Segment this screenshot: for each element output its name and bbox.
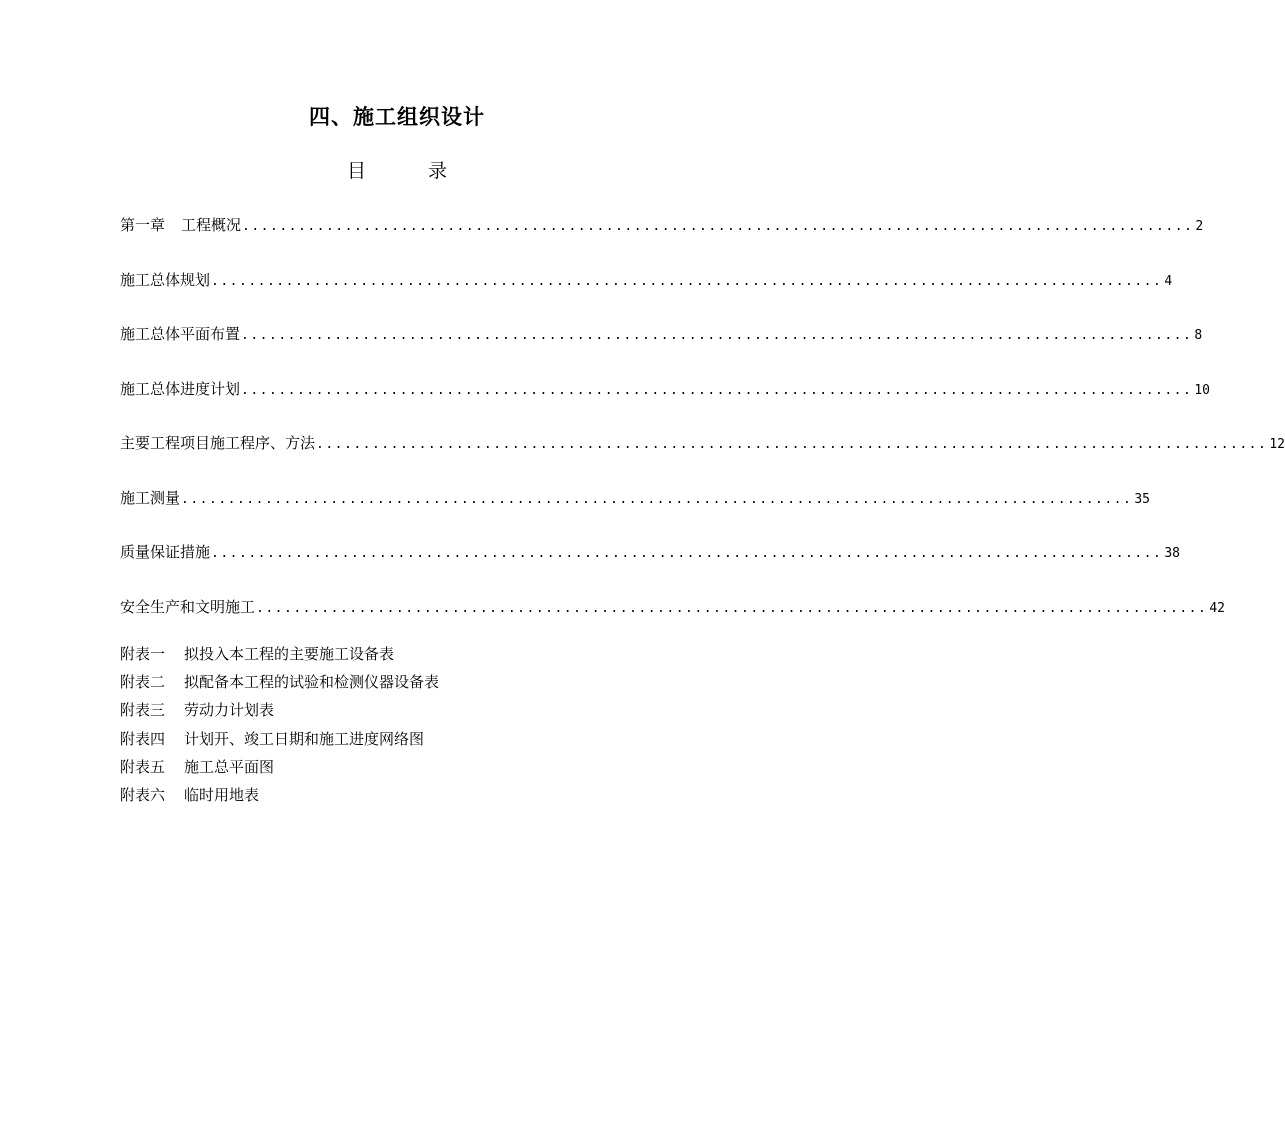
- toc-page-number: 4: [1164, 273, 1173, 289]
- toc-page-number: 42: [1209, 600, 1225, 616]
- dot-leader: ......................................................................................................: [241, 382, 1193, 398]
- toc-page-number: 38: [1164, 546, 1180, 561]
- toc-page-number: 35: [1134, 491, 1150, 507]
- appendix-item[interactable]: [120, 728, 439, 756]
- chapter-label: 第一章: [120, 216, 166, 234]
- appendix-label: 附表四: [120, 729, 166, 748]
- toc-entry-quality[interactable]: [120, 541, 1180, 596]
- toc-entry-title: 主要工程项目施工程序、方法: [120, 434, 316, 452]
- appendix-label: 附表五: [120, 757, 166, 776]
- dot-leader: ......................................................................................................: [181, 491, 1133, 507]
- dot-leader: ......................................................................................................: [316, 437, 1268, 452]
- toc-page-number: 2: [1195, 219, 1204, 234]
- appendix-label: 附表六: [120, 785, 166, 804]
- toc-entry-title: 安全生产和文明施工: [120, 597, 256, 616]
- toc-heading: [0, 158, 794, 184]
- appendix-item[interactable]: [120, 699, 439, 727]
- toc-entry-overview[interactable]: [120, 214, 1204, 269]
- toc-heading-char-2: 录: [428, 160, 448, 182]
- dot-leader: ......................................................................................................: [211, 273, 1163, 289]
- dot-leader: ......................................................................................................: [256, 600, 1208, 616]
- appendix-text: 拟配备本工程的试验和检测仪器设备表: [184, 673, 440, 692]
- appendix-label: 附表二: [120, 673, 166, 692]
- toc-entry-title: 质量保证措施: [120, 543, 211, 561]
- toc-heading-char-1: 目: [346, 160, 366, 182]
- toc-entry-site-layout[interactable]: [120, 323, 1203, 378]
- appendix-text: 拟投入本工程的主要施工设备表: [184, 645, 395, 663]
- toc-page-number: 12: [1269, 437, 1285, 452]
- table-of-contents: [120, 214, 1285, 650]
- toc-entry-title: 施工总体进度计划: [120, 379, 241, 398]
- chapter-subtitle: 工程概况: [181, 216, 242, 234]
- toc-entry-title: [120, 214, 241, 236]
- toc-entry-title: 施工总体平面布置: [120, 325, 241, 343]
- dot-leader: ......................................................................................................: [211, 546, 1163, 561]
- toc-page-number: 8: [1194, 328, 1203, 343]
- toc-entry-overall-plan[interactable]: [120, 269, 1173, 324]
- toc-entry-procedures[interactable]: [120, 432, 1285, 487]
- toc-entry-safety[interactable]: [120, 596, 1225, 651]
- appendix-item[interactable]: [120, 671, 439, 699]
- appendix-text: 临时用地表: [184, 785, 260, 804]
- page-title: 四、施工组织设计: [309, 104, 485, 129]
- appendix-list: [120, 643, 439, 812]
- appendix-text: 计划开、竣工日期和施工进度网络图: [184, 729, 425, 748]
- appendix-item[interactable]: [120, 643, 439, 671]
- appendix-item[interactable]: [120, 756, 439, 784]
- toc-entry-title: 施工总体规划: [120, 270, 211, 289]
- toc-page-number: 10: [1194, 382, 1210, 398]
- toc-entry-schedule[interactable]: [120, 378, 1210, 433]
- appendix-text: 施工总平面图: [184, 757, 275, 776]
- appendix-text: 劳动力计划表: [184, 701, 275, 720]
- toc-entry-surveying[interactable]: [120, 487, 1150, 542]
- appendix-item[interactable]: [120, 784, 439, 812]
- appendix-label: 附表一: [120, 645, 166, 663]
- dot-leader: ......................................................................................................: [242, 219, 1194, 234]
- toc-entry-title: 施工测量: [120, 488, 181, 507]
- appendix-label: 附表三: [120, 701, 166, 720]
- dot-leader: ......................................................................................................: [241, 328, 1193, 343]
